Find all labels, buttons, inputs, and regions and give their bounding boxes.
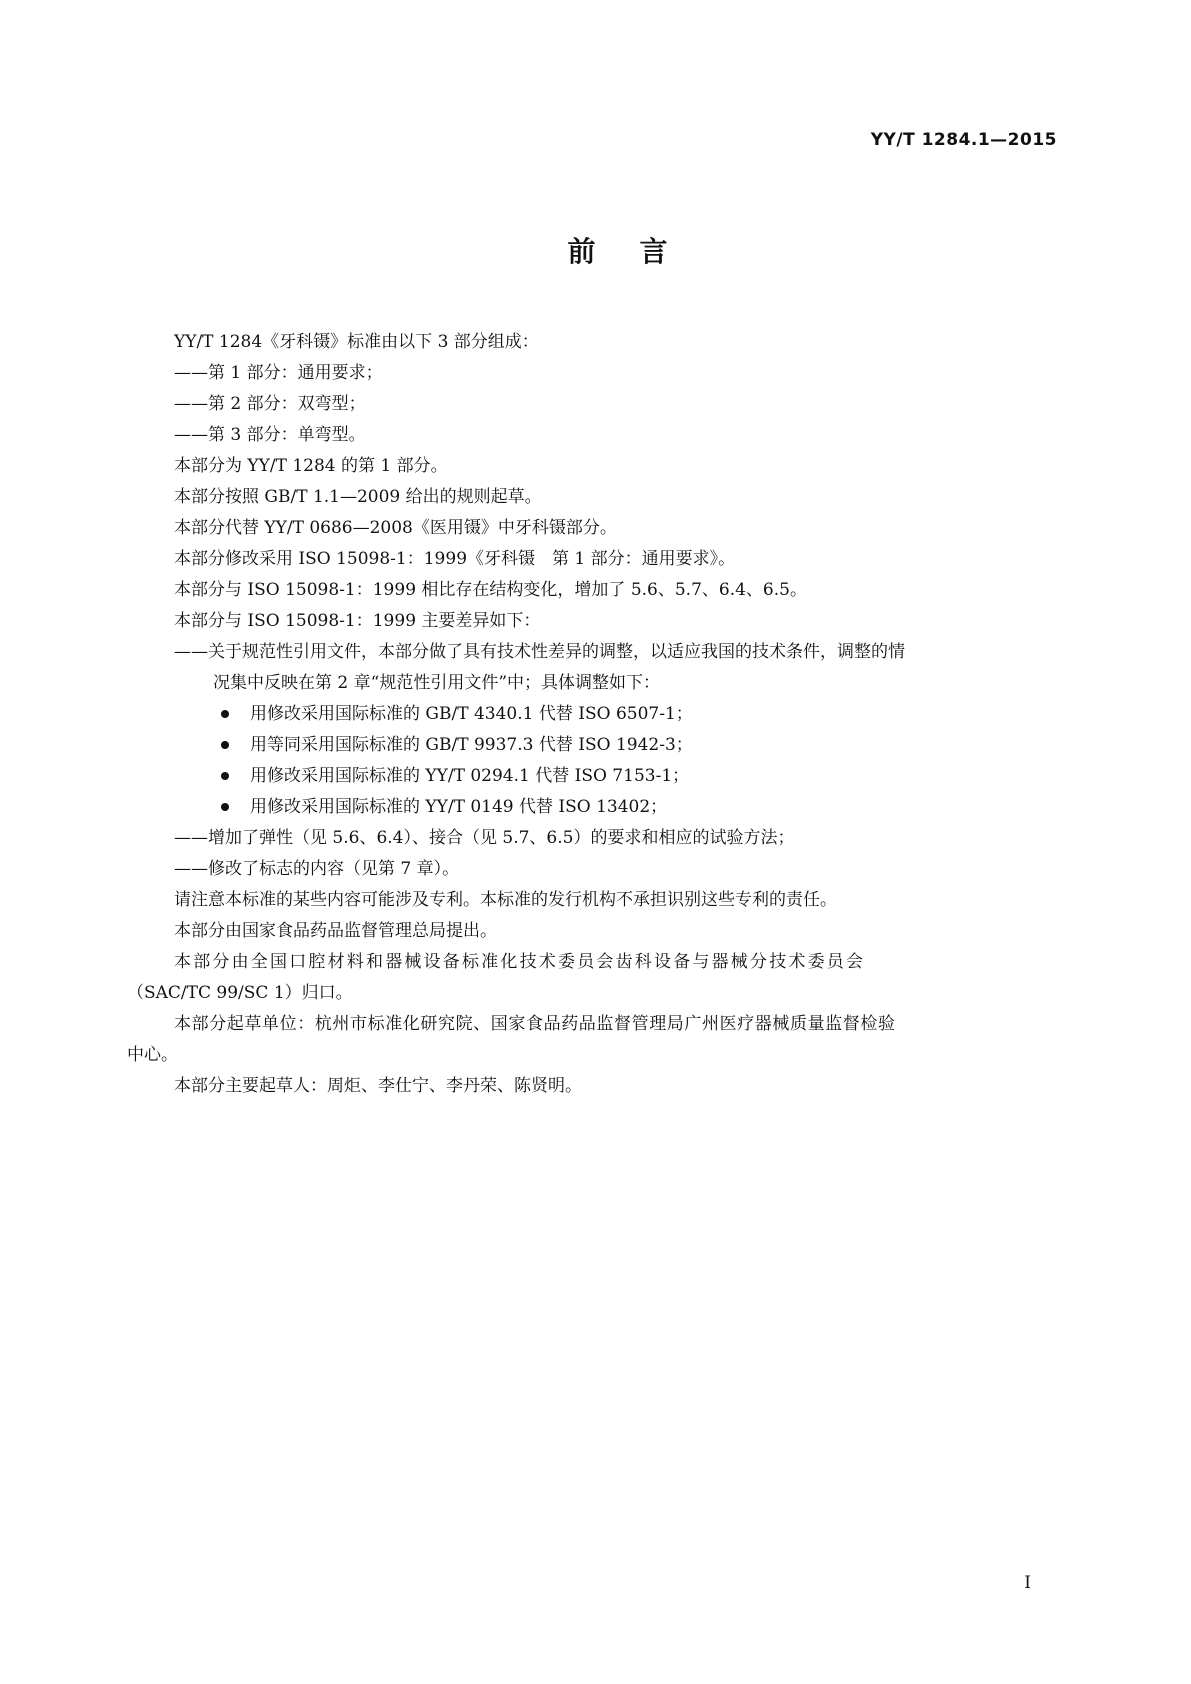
paragraph: 本部分修改采用 ISO 15098-1：1999《牙科镊 第 1 部分：通用要求》。 xyxy=(174,549,736,569)
paragraph: 本部分按照 GB/T 1.1—2009 给出的规则起草。 xyxy=(174,487,542,507)
dash-list-item-continuation: 况集中反映在第 2 章“规范性引用文件”中；具体调整如下： xyxy=(213,673,661,693)
bullet-item xyxy=(127,761,1067,792)
bullet-text: 用修改采用国际标准的 GB/T 4340.1 代替 ISO 6507-1； xyxy=(250,704,693,724)
paragraph: 本部分由全国口腔材料和器械设备标准化技术委员会齿科设备与器械分技术委员会 xyxy=(174,952,866,972)
foreword-body xyxy=(127,327,1067,1102)
dash-list-item: ——第 3 部分：单弯型。 xyxy=(174,425,366,445)
bullet-text: 用等同采用国际标准的 GB/T 9937.3 代替 ISO 1942-3； xyxy=(250,735,693,755)
bullet-item xyxy=(127,730,1067,761)
paragraph: 本部分主要起草人：周炬、李仕宁、李丹荣、陈贤明。 xyxy=(174,1076,582,1096)
paragraph: YY/T 1284《牙科镊》标准由以下 3 部分组成： xyxy=(174,332,539,352)
bullet-item xyxy=(127,699,1067,730)
bullet-text: 用修改采用国际标准的 YY/T 0149 代替 ISO 13402； xyxy=(250,797,668,817)
paragraph: 本部分为 YY/T 1284 的第 1 部分。 xyxy=(174,456,448,476)
paragraph: 本部分起草单位：杭州市标准化研究院、国家食品药品监督管理局广州医疗器械质量监督检验 xyxy=(174,1014,896,1034)
dash-list-item: ——关于规范性引用文件，本部分做了具有技术性差异的调整，以适应我国的技术条件，调整的情 xyxy=(174,642,905,662)
page-number: I xyxy=(1024,1573,1031,1593)
page-title: 前言 xyxy=(567,235,712,268)
paragraph: 请注意本标准的某些内容可能涉及专利。本标准的发行机构不承担识别这些专利的责任。 xyxy=(174,890,837,910)
bullet-item xyxy=(127,792,1067,823)
dash-list-item: ——第 1 部分：通用要求； xyxy=(174,363,383,383)
standard-id: YY/T 1284.1—2015 xyxy=(870,130,1057,150)
bullet-text: 用修改采用国际标准的 YY/T 0294.1 代替 ISO 7153-1； xyxy=(250,766,690,786)
paragraph: 本部分由国家食品药品监督管理总局提出。 xyxy=(174,921,497,941)
paragraph: 本部分代替 YY/T 0686—2008《医用镊》中牙科镊部分。 xyxy=(174,518,617,538)
dash-list-item: ——增加了弹性（见 5.6、6.4）、接合（见 5.7、6.5）的要求和相应的试验方法； xyxy=(174,828,795,848)
paragraph-continuation: （SAC/TC 99/SC 1）归口。 xyxy=(127,983,353,1003)
paragraph: 本部分与 ISO 15098-1：1999 相比存在结构变化，增加了 5.6、5.7、6.4、6.5。 xyxy=(174,580,807,600)
paragraph: 本部分与 ISO 15098-1：1999 主要差异如下： xyxy=(174,611,541,631)
paragraph-continuation: 中心。 xyxy=(127,1045,178,1065)
dash-list-item: ——第 2 部分：双弯型； xyxy=(174,394,366,414)
dash-list-item: ——修改了标志的内容（见第 7 章）。 xyxy=(174,859,460,879)
